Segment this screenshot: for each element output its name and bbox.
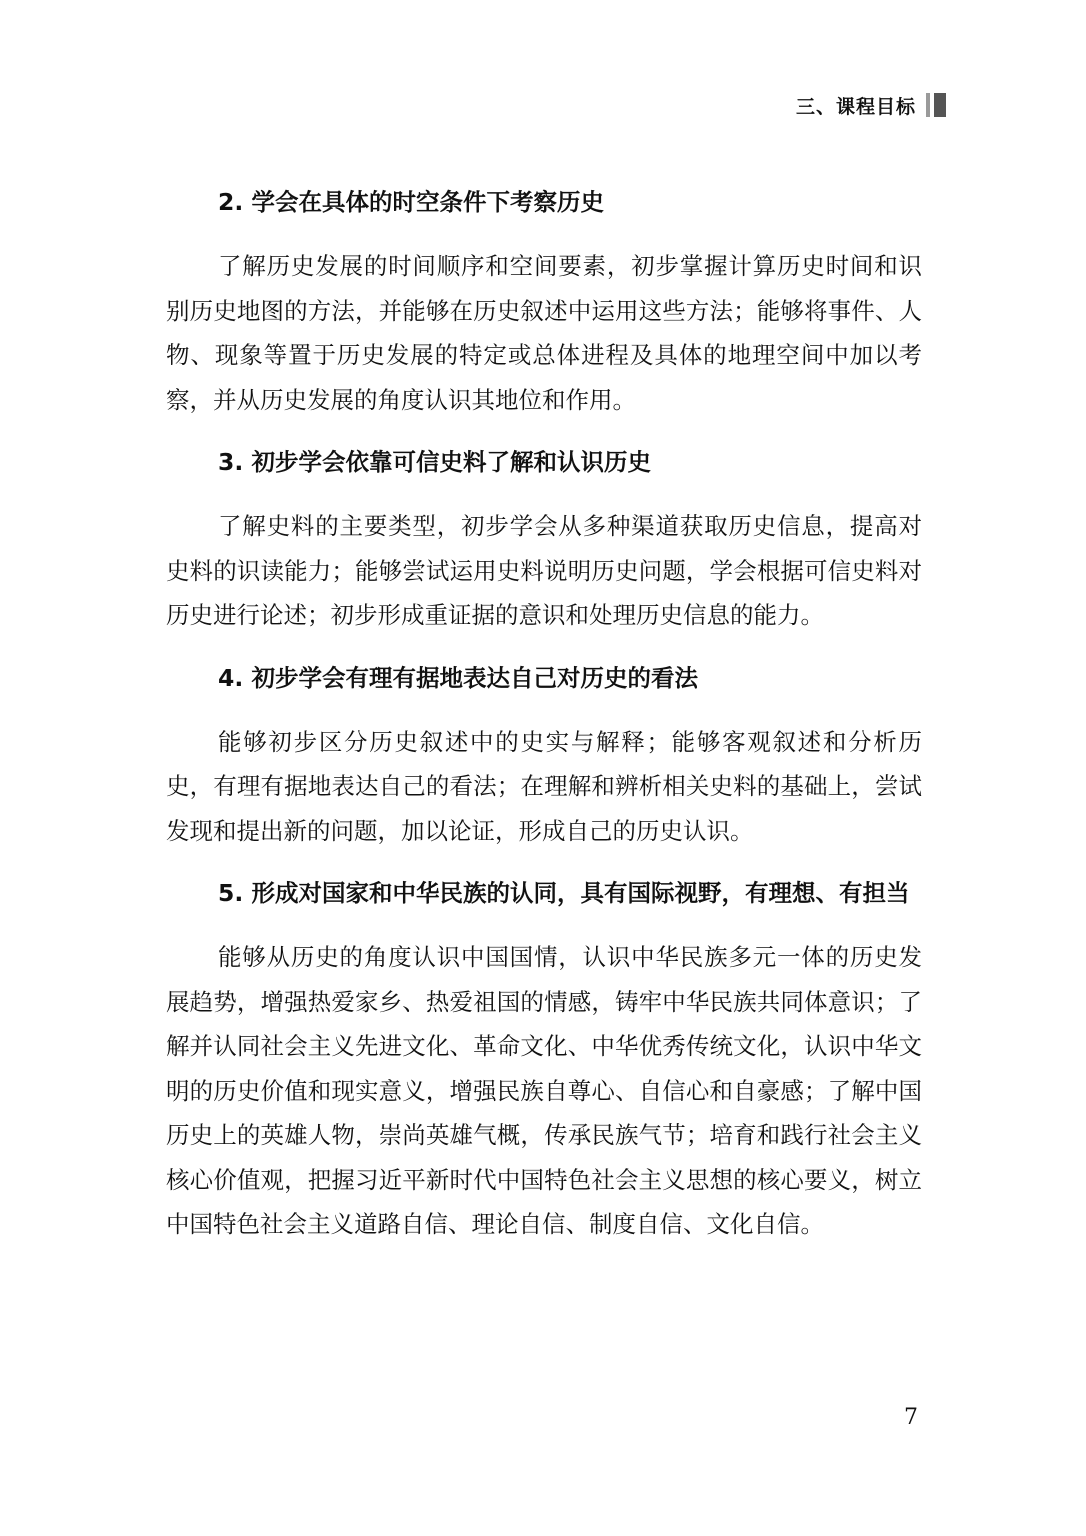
- chapter-title: 三、课程目标: [795, 95, 916, 118]
- section-body-3: 了解史料的主要类型，初步学会从多种渠道获取历史信息，提高对史料的识读能力；能够尝试运用史料说明历史问题，学会根据可信史料对历史进行论述；初步形成重证据的意识和处理历史信息的能力。: [166, 512, 922, 629]
- section-heading-5: 5. 形成对国家和中华民族的认同，具有国际视野，有理想、有担当: [218, 879, 910, 907]
- page-content: [166, 180, 922, 1247]
- page-number: 7: [904, 1405, 918, 1430]
- section-heading-4: 4. 初步学会有理有据地表达自己对历史的看法: [218, 663, 698, 692]
- running-header: [796, 90, 946, 120]
- header-bar-light: [926, 93, 930, 117]
- header-bar-dark: [934, 93, 946, 117]
- section-body-5: 能够从历史的角度认识中国国情，认识中华民族多元一体的历史发展趋势，增强热爱家乡、热爱祖国的情感，铸牢中华民族共同体意识；了解并认同社会主义先进文化、革命文化、中华优秀传统文化，认识中华文明的历史价值和现实意义，增强民族自尊心、自信心和自豪感；了解中国历史上的英雄人物，崇尚英雄气概，传承民族气节；培育和践行社会主义核心价值观，把握习近平新时代中国特色社会主义思想的核心要义，树立中国特色社会主义道路自信、理论自信、制度自信、文化自信。: [166, 943, 922, 1238]
- header-bar-marks: [926, 93, 946, 117]
- section-body-4: 能够初步区分历史叙述中的史实与解释；能够客观叙述和分析历史，有理有据地表达自己的看法；在理解和辨析相关史料的基础上，尝试发现和提出新的问题，加以论证，形成自己的历史认识。: [166, 727, 922, 845]
- section-body-2: 了解历史发展的时间顺序和空间要素，初步掌握计算历史时间和识别历史地图的方法，并能够在历史叙述中运用这些方法；能够将事件、人物、现象等置于历史发展的特定或总体进程及具体的地理空间中加以考察，并从历史发展的角度认识其地位和作用。: [166, 252, 922, 414]
- section-heading-3: 3. 初步学会依靠可信史料了解和认识历史: [218, 448, 651, 476]
- section-heading-2: 2. 学会在具体的时空条件下考察历史: [218, 188, 604, 216]
